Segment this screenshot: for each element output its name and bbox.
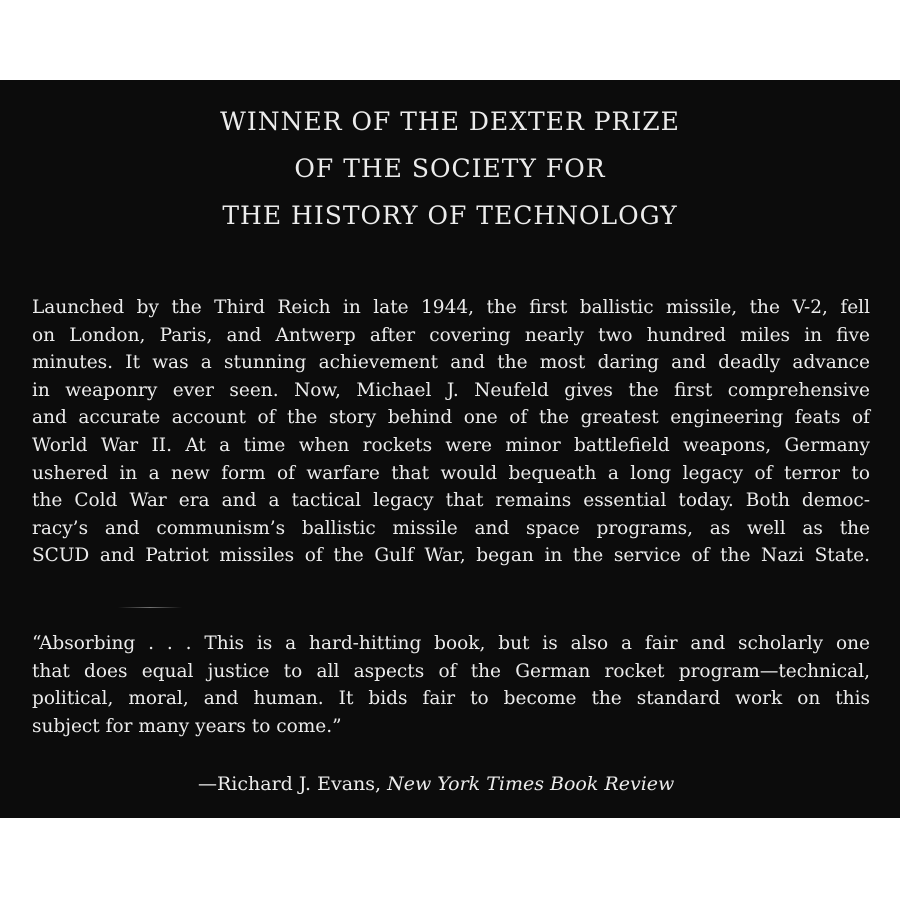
quote-line: that does equal justice to all aspects of the German rocket program—technical, bbox=[32, 660, 870, 682]
quote-line: political, moral, and human. It bids fair to become the standard work on this bbox=[32, 688, 870, 710]
description-line: World War II. At a time when rockets were minor battlefield weapons, Germany bbox=[32, 434, 870, 456]
description-line: minutes. It was a stunning achievement and the most daring and deadly advance bbox=[32, 352, 870, 374]
review-quote bbox=[32, 630, 870, 740]
description-line: in weaponry ever seen. Now, Michael J. Neufeld gives the first comprehensive bbox=[32, 379, 870, 401]
award-heading-line: WINNER OF THE DEXTER PRIZE bbox=[220, 107, 680, 136]
quote-line: subject for many years to come.” bbox=[32, 715, 342, 737]
description-line: racy’s and communism’s ballistic missile and space programs, as well as the bbox=[32, 517, 870, 539]
attribution-author: —Richard J. Evans, bbox=[198, 773, 388, 795]
back-cover-panel bbox=[0, 80, 900, 818]
description-line: and accurate account of the story behind one of the greatest engineering feats of bbox=[32, 407, 870, 429]
description-line: the Cold War era and a tactical legacy that remains essential today. Both democ- bbox=[32, 490, 870, 512]
quote-line: “Absorbing . . . This is a hard-hitting book, but is also a fair and scholarly one bbox=[32, 633, 870, 654]
quote-attribution bbox=[198, 773, 674, 795]
description-line: Launched by the Third Reich in late 1944, the first ballistic missile, the V-2, fell bbox=[32, 297, 870, 318]
book-description bbox=[32, 294, 870, 570]
award-heading bbox=[0, 98, 900, 239]
description-line: ushered in a new form of warfare that would bequeath a long legacy of terror to bbox=[32, 462, 870, 484]
award-heading-line: THE HISTORY OF TECHNOLOGY bbox=[222, 201, 678, 230]
section-divider bbox=[118, 607, 182, 608]
award-heading-line: OF THE SOCIETY FOR bbox=[294, 154, 606, 183]
attribution-publication: New York Times Book Review bbox=[387, 773, 675, 795]
description-line: SCUD and Patriot missiles of the Gulf War, began in the service of the Nazi State. bbox=[32, 545, 870, 567]
description-line: on London, Paris, and Antwerp after covering nearly two hundred miles in five bbox=[32, 324, 870, 346]
